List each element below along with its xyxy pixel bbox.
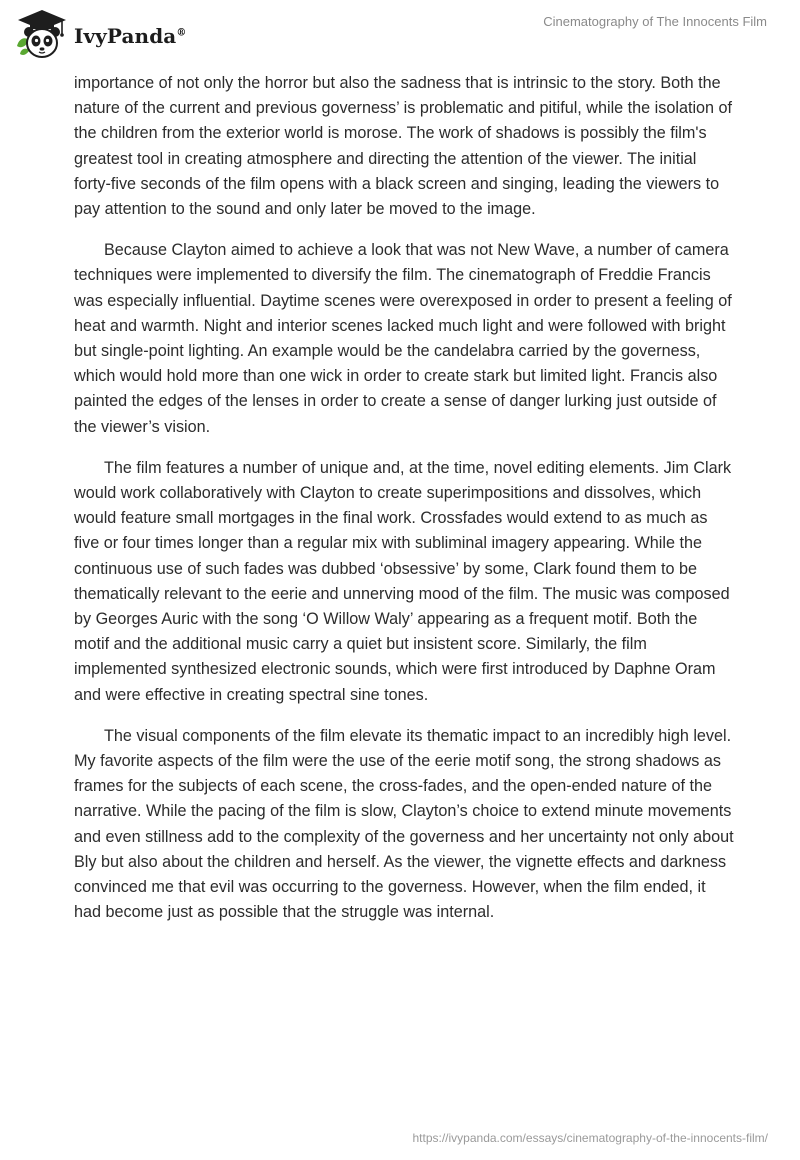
paragraph-2: Because Clayton aimed to achieve a look that was not New Wave, a number of camera techniques were implemented to diversify the film. The cinematograph of Freddie Francis was especially influential. Daytime scenes were overexposed in order to present a feeling of heat and warmth. Night and interior scenes lacked much light and were followed with bright but single-point lighting. An example would be the candelabra carried by the governess, which would hold more than one wick in order to create stark but limited light. Francis also painted the edges of the lenses in order to create a sense of danger lurking just outside of the viewer’s vision.	[74, 241, 732, 436]
paragraph-1: importance of not only the horror but also the sadness that is intrinsic to the story. Both the nature of the current and previous governess’ is problematic and pitiful, while the isolation of the children from the exterior world is morose. The work of shadows is possibly the film's greatest tool in creating atmosphere and directing the attention of the viewer. The initial forty-five seconds of the film opens with a black screen and singing, leading the viewers to pay attention to the sound and only later be moved to the image.	[74, 74, 733, 219]
ivypanda-logo[interactable]	[14, 8, 186, 62]
essay-body	[74, 71, 734, 942]
document-title: Cinematography of The Innocents Film	[543, 14, 767, 29]
panda-graduate-icon	[14, 8, 70, 62]
paragraph-3: The film features a number of unique and, at the time, novel editing elements. Jim Clark would work collaboratively with Clayton to create superimpositions and dissolves, which would feature small mortgages in the final work. Crossfades would extend to as much as five or four times longer than a regular mix with subliminal imagery appearing. While the continuous use of such fades was dubbed ‘obsessive’ by some, Clark found them to be thematically relevant to the eerie and unnerving mood of the film. The music was composed by Georges Auric with the song ‘O Willow Waly’ appearing as a frequent motif. Both the motif and the additional music carry a quiet but insistent score. Similarly, the film implemented synthesized electronic sounds, which were first introduced by Daphne Oram and were effective in creating spectral sine tones.	[74, 458, 732, 704]
logo-wordmark: IvyPanda®	[74, 24, 187, 48]
paragraph-4: The visual components of the film elevate its thematic impact to an incredibly high level. My favorite aspects of the film were the use of the eerie motif song, the strong shadows as frames for the subjects of each scene, the cross-fades, and the open-ended nature of the narrative. While the pacing of the film is slow, Clayton’s choice to extend minute movements and even stillness add to the complexity of the governess and her uncertainty not only about Bly but also about the children and herself. As the viewer, the vignette effects and darkness convinced me that evil was occurring to the governess. However, when the film ended, it had become just as possible that the struggle was internal.	[74, 726, 734, 922]
source-url-link[interactable]: https://ivypanda.com/essays/cinematography-of-the-innocents-film/	[412, 1131, 768, 1145]
page-header	[0, 0, 800, 70]
